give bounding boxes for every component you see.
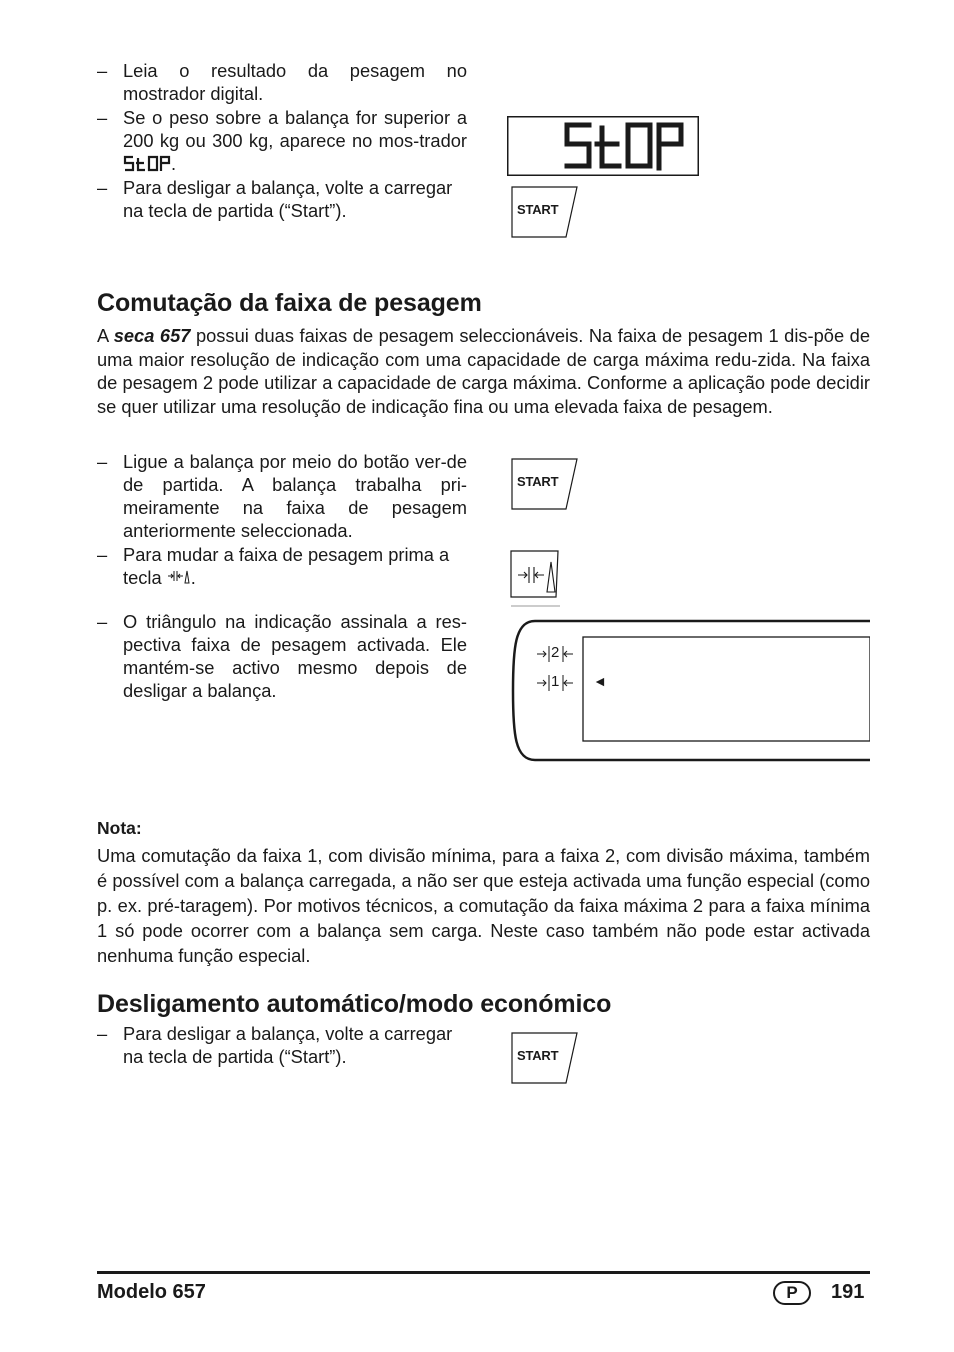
bullet-overload — [97, 106, 467, 176]
bullet-dash: – — [97, 544, 108, 565]
bullet-text-wrap — [123, 543, 467, 589]
bullet-read-result — [97, 59, 467, 107]
bullet-change-range — [97, 543, 467, 591]
footer-rule — [97, 1271, 870, 1274]
range-key-icon — [167, 568, 191, 585]
bullet-text: Se o peso sobre a balança for superior a 200 kg ou 300 kg, aparece no mos-trador — [123, 107, 467, 151]
start-button[interactable] — [511, 458, 579, 510]
bullet-text: O triângulo na indicação assinala a res-pectiva faixa de pesagem activada. Ele mantém-se activo mesmo depois de desligar a balança. — [123, 611, 467, 701]
bullet-auto-off — [97, 1022, 467, 1070]
bullet-text-tail: . — [190, 567, 196, 588]
bullet-text: Para mudar a faixa de pesagem prima a tecla — [123, 544, 450, 588]
range-display-frame — [505, 618, 870, 764]
bullet-dash: – — [97, 611, 108, 632]
intro-text: possui duas faixas de pesagem seleccionáveis. Na faixa de pesagem 1 dis-põe de uma maior resolução de indicação com uma capacidade de carga máxima redu-zida. Na faixa de pesagem 2 pode utilizar a capacidade de carga máxima. Conforme a aplicação pode decidir se quer utilizar uma resolução de indicação fina ou uma elevada faixa de pesagem. — [97, 325, 870, 417]
bullet-dash: – — [97, 451, 108, 472]
range-label-2: 2 — [551, 644, 560, 661]
note-title: Nota: — [97, 818, 142, 838]
bullet-dash: – — [97, 177, 108, 198]
start-button-label: START — [517, 474, 559, 489]
section-heading-range: Comutação da faixa de pesagem — [97, 289, 482, 317]
start-button-label: START — [517, 1048, 559, 1063]
bullet-power-on — [97, 450, 467, 544]
stop-display — [507, 116, 699, 176]
start-button-label: START — [517, 202, 559, 217]
stop-display-frame — [507, 116, 699, 176]
bullet-dash: – — [97, 107, 108, 128]
page-number: 191 — [831, 1281, 865, 1303]
start-button[interactable] — [511, 186, 579, 238]
active-range-marker: ◄ — [593, 673, 607, 689]
bullet-switch-off — [97, 176, 467, 224]
bullet-text: Para desligar a balança, volte a carregar na tecla de partida (“Start”). — [123, 1023, 453, 1067]
brand-name: seca 657 — [113, 325, 191, 346]
bullet-text-tail: . — [171, 153, 177, 174]
bullet-dash: – — [97, 1023, 108, 1044]
range-label-1: 1 — [551, 673, 560, 690]
bullet-dash: – — [97, 60, 108, 81]
range-key-button-frame — [510, 550, 562, 608]
bullet-text: Para desligar a balança, volte a carregar na tecla de partida (“Start”). — [123, 177, 453, 221]
stop-display-glyph-small — [123, 155, 171, 172]
bullet-text: Ligue a balança por meio do botão ver-de de partida. A balança trabalha pri-meiramente na faixa de pesagem anteriormente seleccionada. — [123, 451, 467, 541]
start-button[interactable] — [511, 1032, 579, 1084]
note-text: Uma comutação da faixa 1, com divisão mínima, para a faixa 2, com divisão máxima, também é possível com a balança carregada, a não ser que esteja activada uma função especial (como p. ex. pré-taragem). Por motivos técnicos, a comutação da faixa máxima 2 para a faixa mínima 1 só pode ocorrer com a balança sem carga. Neste caso também não pode estar activada nenhuma função especial. — [97, 845, 870, 966]
section-heading-auto-off: Desligamento automático/modo económico — [97, 990, 612, 1018]
intro-a: A — [97, 325, 109, 346]
bullet-text: Leia o resultado da pesagem no mostrador digital. — [123, 60, 467, 104]
language-badge: P — [773, 1281, 811, 1305]
footer-model: Modelo 657 — [97, 1281, 206, 1303]
range-key-button[interactable] — [510, 550, 562, 608]
range-display-panel — [505, 618, 870, 764]
bullet-triangle-indicator — [97, 610, 467, 704]
bullet-text-wrap — [123, 106, 467, 175]
section-intro — [97, 324, 870, 418]
